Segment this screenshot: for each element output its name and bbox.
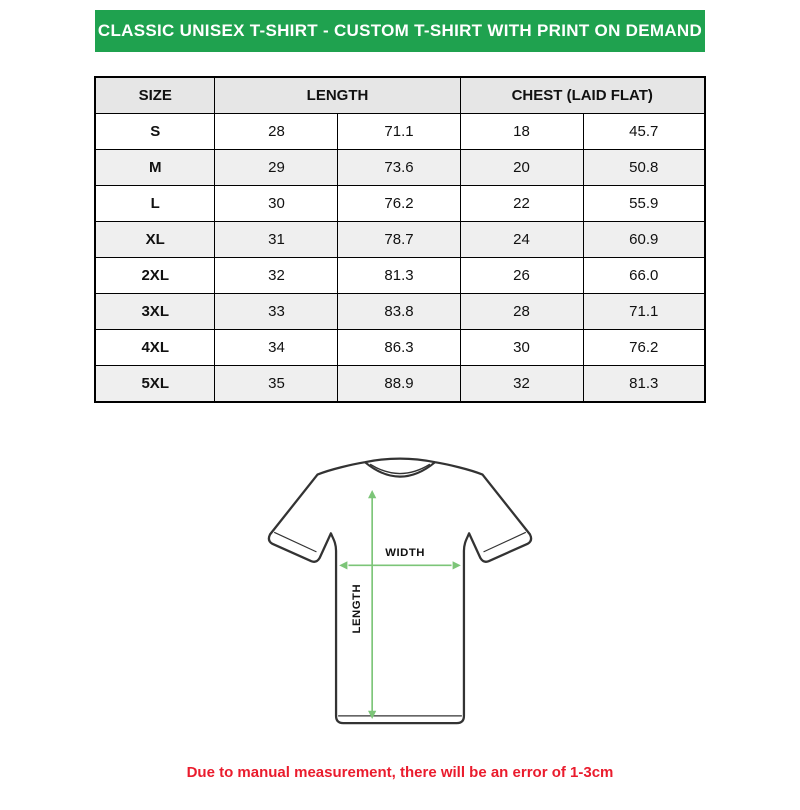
- cell-length-cm: 71.1: [338, 114, 460, 150]
- cell-size: XL: [95, 222, 215, 258]
- cell-length-in: 33: [215, 294, 338, 330]
- title-banner: [95, 10, 705, 52]
- cell-chest-cm: 50.8: [583, 150, 705, 186]
- cell-length-in: 30: [215, 186, 338, 222]
- cell-chest-in: 32: [460, 366, 583, 403]
- cell-chest-cm: 55.9: [583, 186, 705, 222]
- size-chart-page: [0, 10, 800, 781]
- cell-size: S: [95, 114, 215, 150]
- header-length: LENGTH: [215, 77, 460, 114]
- table-row: [95, 114, 705, 150]
- cell-length-cm: 81.3: [338, 258, 460, 294]
- cell-length-cm: 88.9: [338, 366, 460, 403]
- table-row: [95, 258, 705, 294]
- tshirt-diagram-svg: [235, 433, 565, 743]
- cell-size: L: [95, 186, 215, 222]
- tshirt-measurement-diagram: [0, 433, 800, 748]
- cell-length-cm: 78.7: [338, 222, 460, 258]
- table-row: [95, 294, 705, 330]
- cell-length-cm: 83.8: [338, 294, 460, 330]
- cell-length-in: 31: [215, 222, 338, 258]
- cell-chest-in: 26: [460, 258, 583, 294]
- table-row: [95, 186, 705, 222]
- table-row: [95, 330, 705, 366]
- cell-size: 4XL: [95, 330, 215, 366]
- cell-chest-in: 22: [460, 186, 583, 222]
- cell-length-cm: 76.2: [338, 186, 460, 222]
- cell-length-in: 32: [215, 258, 338, 294]
- cell-length-in: 34: [215, 330, 338, 366]
- tshirt-outline: [269, 459, 531, 724]
- cell-size: 5XL: [95, 366, 215, 403]
- cell-size: M: [95, 150, 215, 186]
- measurement-error-note: Due to manual measurement, there will be an error of 1-3cm: [186, 764, 614, 781]
- cell-chest-in: 20: [460, 150, 583, 186]
- cell-chest-cm: 60.9: [583, 222, 705, 258]
- cell-size: 3XL: [95, 294, 215, 330]
- table-row: [95, 222, 705, 258]
- cell-chest-in: 28: [460, 294, 583, 330]
- cell-chest-cm: 45.7: [583, 114, 705, 150]
- table-header-row: [95, 77, 705, 114]
- header-chest: CHEST (LAID FLAT): [460, 77, 705, 114]
- table-row: [95, 150, 705, 186]
- cell-chest-cm: 66.0: [583, 258, 705, 294]
- size-chart-table: [94, 76, 706, 403]
- cell-length-cm: 86.3: [338, 330, 460, 366]
- width-label: WIDTH: [385, 547, 426, 560]
- cell-chest-cm: 76.2: [583, 330, 705, 366]
- cell-size: 2XL: [95, 258, 215, 294]
- cell-chest-cm: 71.1: [583, 294, 705, 330]
- header-size: SIZE: [95, 77, 215, 114]
- cell-chest-cm: 81.3: [583, 366, 705, 403]
- page-title: CLASSIC UNISEX T-SHIRT - CUSTOM T-SHIRT WITH PRINT ON DEMAND: [97, 21, 703, 40]
- cell-length-in: 35: [215, 366, 338, 403]
- length-label: LENGTH: [350, 583, 363, 634]
- cell-length-in: 28: [215, 114, 338, 150]
- cell-length-cm: 73.6: [338, 150, 460, 186]
- cell-length-in: 29: [215, 150, 338, 186]
- cell-chest-in: 30: [460, 330, 583, 366]
- cell-chest-in: 18: [460, 114, 583, 150]
- table-row: [95, 366, 705, 403]
- cell-chest-in: 24: [460, 222, 583, 258]
